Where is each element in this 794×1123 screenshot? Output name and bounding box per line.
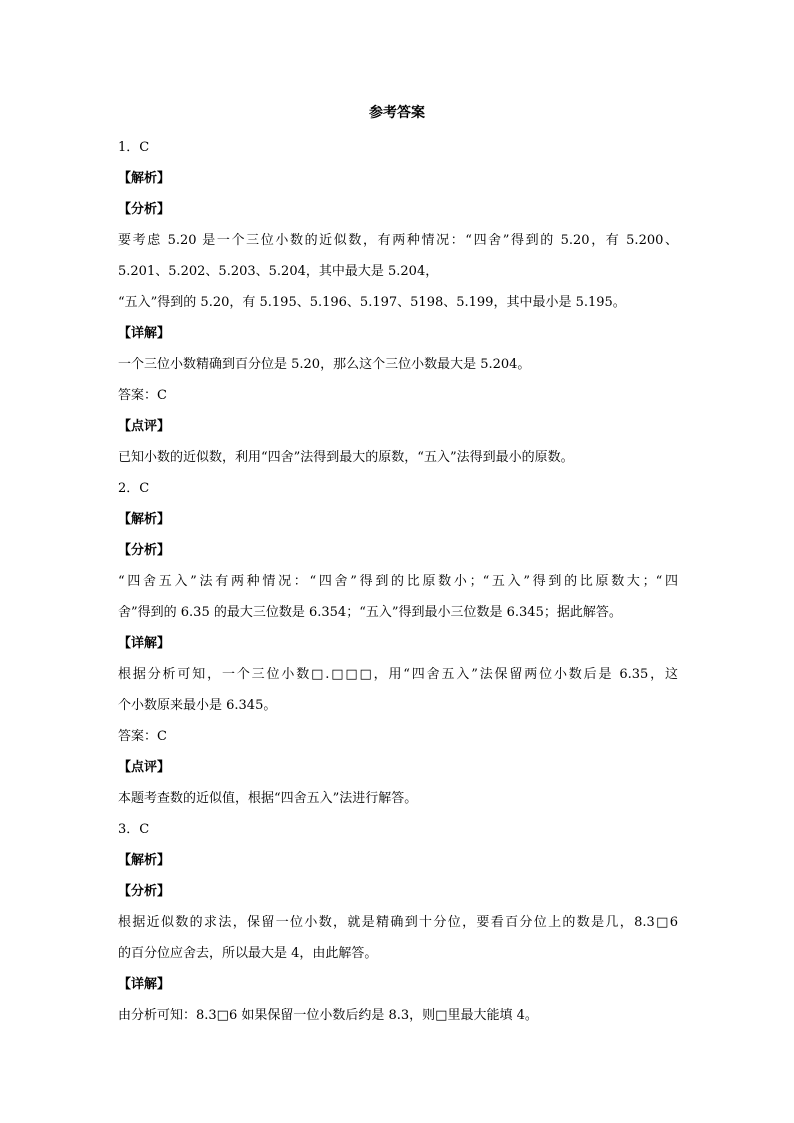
section-heading-dianping: 【点评】: [118, 419, 171, 434]
analysis-text: 舍”得到的 6.35 的最大三位数是 6.354；“五入”得到最小三位数是 6.345；据此解答。: [118, 605, 622, 620]
analysis-text: “四舍五入”法有两种情况：“四舍”得到的比原数小；“五入”得到的比原数大；“四: [118, 574, 678, 589]
section-heading-fenxi: 【分析】: [118, 543, 171, 558]
comment-text: 已知小数的近似数，利用“四舍”法得到最大的原数，“五入”法得到最小的原数。: [118, 450, 574, 465]
detail-text: 个小数原来最小是 6.345。: [118, 698, 277, 713]
comment-text: 本题考查数的近似值，根据“四舍五入”法进行解答。: [118, 791, 418, 806]
answer-text: 答案：C: [118, 729, 167, 744]
section-heading-jiexi: 【解析】: [118, 853, 171, 868]
section-heading-jiexi: 【解析】: [118, 512, 171, 527]
detail-text: 根据分析可知，一个三位小数□.□□□，用“四舍五入”法保留两位小数后是 6.35，这: [118, 667, 678, 682]
analysis-text: “五入”得到的 5.20，有 5.195、5.196、5.197、5198、5.199，其中最小是 5.195。: [118, 295, 626, 310]
detail-text: 由分析可知：8.3□6 如果保留一位小数后约是 8.3，则□里最大能填 4。: [118, 1008, 538, 1023]
analysis-text: 根据近似数的求法，保留一位小数，就是精确到十分位，要看百分位上的数是几，8.3□6: [118, 915, 678, 930]
section-heading-xiangjie: 【详解】: [118, 636, 171, 651]
section-heading-fenxi: 【分析】: [118, 202, 171, 217]
answer-content: [118, 132, 678, 1031]
section-heading-xiangjie: 【详解】: [118, 977, 171, 992]
detail-text: 一个三位小数精确到百分位是 5.20，那么这个三位小数最大是 5.204。: [118, 357, 531, 372]
analysis-text: 5.201、5.202、5.203、5.204，其中最大是 5.204，: [118, 264, 439, 279]
answer-number: 3．C: [118, 822, 150, 837]
answer-number: 1．C: [118, 140, 150, 155]
answer-text: 答案：C: [118, 388, 167, 403]
analysis-text: 要考虑 5.20 是一个三位小数的近似数，有两种情况：“四舍”得到的 5.20，有 5.200、: [118, 233, 678, 248]
answer-number: 2．C: [118, 481, 150, 496]
section-heading-jiexi: 【解析】: [118, 171, 171, 186]
section-heading-dianping: 【点评】: [118, 760, 171, 775]
analysis-text: 的百分位应舍去，所以最大是 4，由此解答。: [118, 946, 378, 961]
section-heading-xiangjie: 【详解】: [118, 326, 171, 341]
page-title: 参考答案: [369, 105, 425, 121]
section-heading-fenxi: 【分析】: [118, 884, 171, 899]
